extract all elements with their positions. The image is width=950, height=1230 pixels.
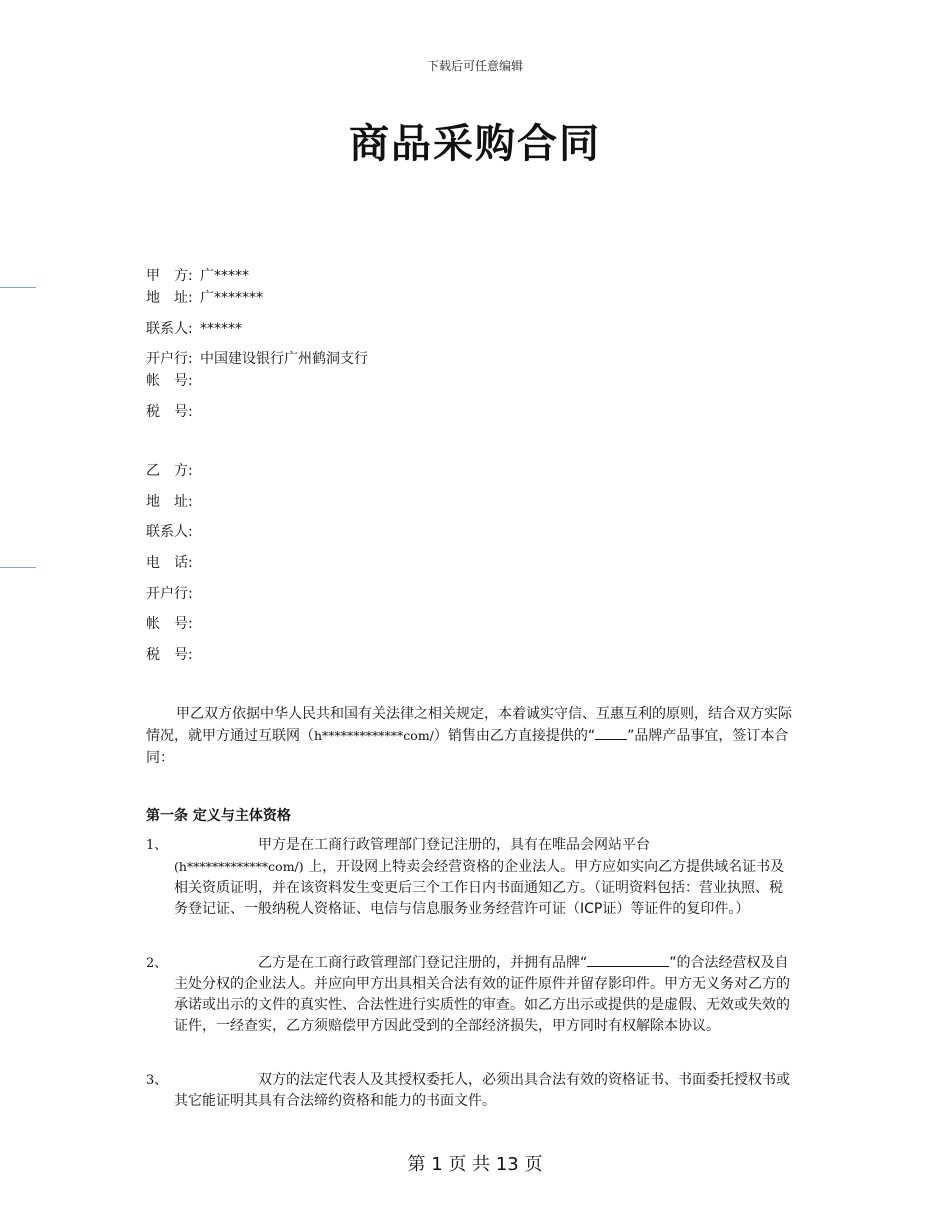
field-label: 甲 方: — [146, 268, 193, 284]
field-label: 开户行: — [146, 586, 193, 602]
field-label: 帐 号: — [146, 616, 193, 632]
field-value: 中国建设银行广州鹤洞支行 — [200, 351, 368, 367]
brand-blank — [595, 738, 627, 740]
party-a-address-row — [146, 288, 263, 308]
party-a-name-row — [146, 266, 249, 286]
header-note: 下载后可任意编辑 — [426, 59, 523, 73]
clause-number: 3、 — [146, 1073, 168, 1088]
party-b-account-row — [146, 614, 200, 634]
field-label: 电 话: — [146, 555, 193, 571]
field-label: 联系人: — [146, 524, 193, 540]
field-label: 地 址: — [146, 290, 193, 306]
intro-text: 甲乙双方依据中华人民共和国有关法律之相关规定，本着诚实守信、互惠互利的原则，结合双方实际情况，就甲方通过互联网（ — [146, 706, 792, 744]
section-heading: 第一条 定义与主体资格 — [146, 808, 291, 824]
page-footer: 第 1 页 共 13 页 — [407, 1154, 543, 1175]
intro-text: ）销售由乙方直接提供的“ — [433, 728, 596, 744]
clause-text: 上，开设网上特卖会经营资格的企业法人。甲方应如实向乙方提供域名证书及相关资质证明，并在该资料发生变更后三个工作日内书面通知乙方。（证明资料包括：营业执照、税务登记证、一般纳税人资格证、电信与信息服务业务经营许可证（ICP证）等证件的复印件。） — [174, 859, 785, 917]
party-a-bank-row — [146, 349, 368, 369]
clause-number: 1、 — [146, 838, 168, 853]
intro-text: ”品牌产品事宜，签订本合同： — [146, 728, 789, 766]
party-b-address-row — [146, 492, 200, 512]
field-label: 开户行: — [146, 351, 193, 367]
field-label: 税 号: — [146, 647, 193, 663]
field-value: ****** — [200, 321, 242, 337]
margin-marker — [0, 567, 36, 568]
field-label: 联系人: — [146, 321, 193, 337]
party-b-bank-row — [146, 584, 200, 604]
field-value: 广***** — [200, 268, 249, 284]
clause-item — [146, 835, 796, 920]
clause-text: 双方的法定代表人及其授权委托人，必须出具合法有效的资格证书、书面委托授权书或其它能证明其具有合法缔约资格和能力的书面文件。 — [174, 1072, 790, 1109]
party-a-contact-row — [146, 319, 242, 339]
clause-item — [146, 953, 796, 1037]
party-a-tax-row — [146, 402, 200, 422]
clause-number: 2、 — [146, 956, 168, 971]
brand-blank — [587, 965, 669, 967]
clause-item — [146, 1070, 796, 1112]
website-url: (h*************com/) — [174, 859, 304, 874]
party-b-tax-row — [146, 645, 200, 665]
field-label: 乙 方: — [146, 463, 193, 479]
party-a-account-row — [146, 371, 200, 391]
party-b-phone-row — [146, 553, 200, 573]
party-b-name-row — [146, 461, 200, 481]
clause-text: 甲方是在工商行政管理部门登记注册的，具有在唯品会网站平台 — [258, 837, 650, 853]
field-label: 帐 号: — [146, 373, 193, 389]
party-b-contact-row — [146, 522, 200, 542]
clause-text: ”的合法经营权及自主处分权的企业法人。并应向甲方出具相关合法有效的证件原件并留存影印件。甲方无义务对乙方的承诺或出示的文件的真实性、合法性进行实质性的审查。如乙方出示或提供的是虚假、无效或失效的证件，一经查实，乙方须赔偿甲方因此受到的全部经济损失，甲方同时有权解除本协议。 — [174, 955, 790, 1034]
field-value: 广******* — [200, 290, 263, 306]
field-label: 地 址: — [146, 494, 193, 510]
field-label: 税 号: — [146, 404, 193, 420]
website-url: h*************com/ — [314, 728, 434, 743]
document-title: 商品采购合同 — [349, 121, 601, 167]
clause-text: 乙方是在工商行政管理部门登记注册的，并拥有品牌“ — [258, 955, 588, 971]
intro-paragraph — [146, 703, 796, 769]
margin-marker — [0, 287, 36, 288]
